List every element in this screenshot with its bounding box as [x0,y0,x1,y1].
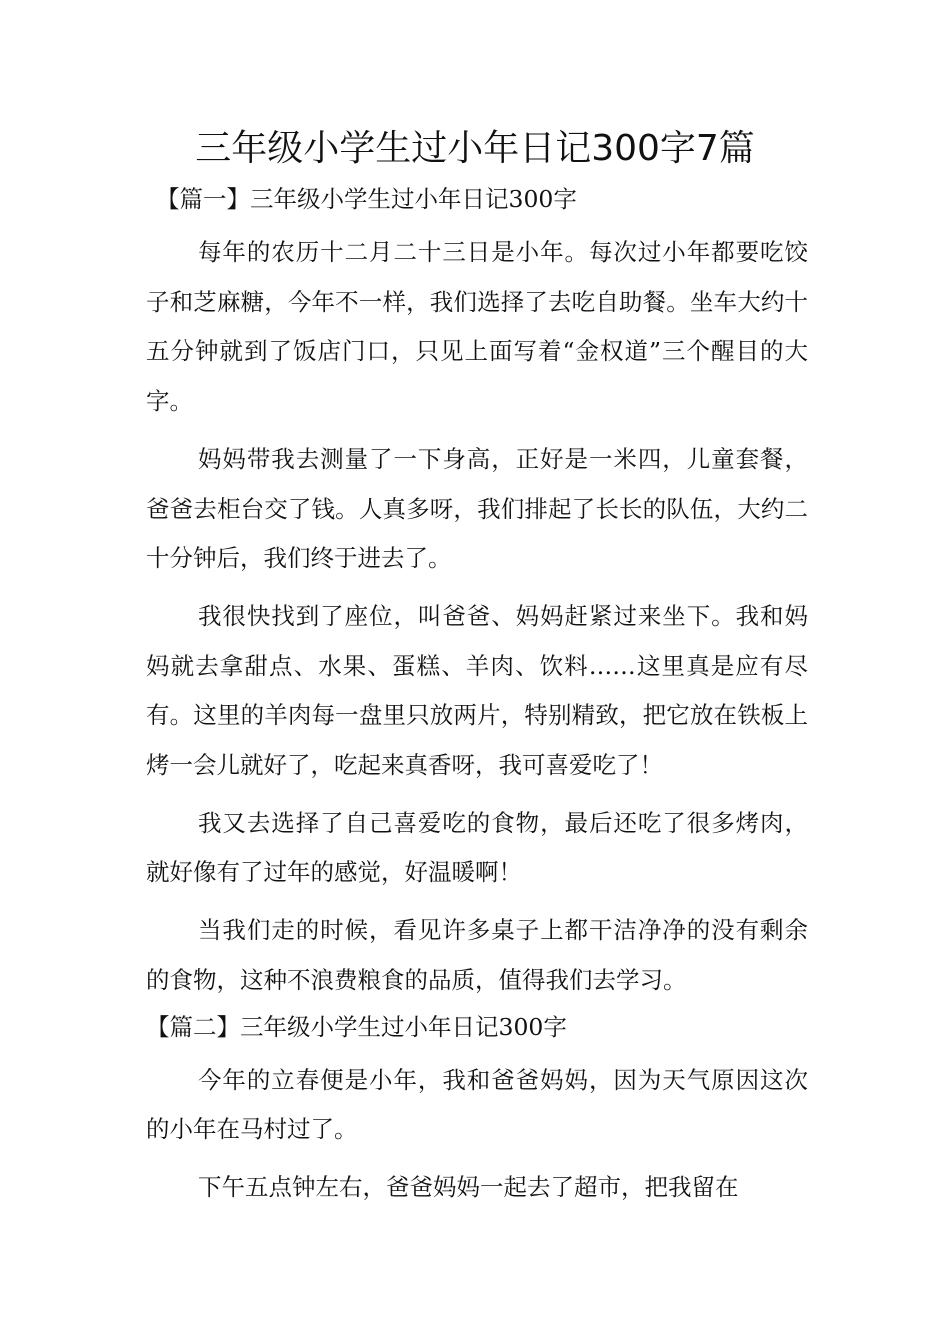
paragraph: 我又去选择了自己喜爱吃的食物，最后还吃了很多烤肉，就好像有了过年的感觉，好温暖啊！ [146,808,808,887]
paragraph: 下午五点钟左右，爸爸妈妈一起去了超市，把我留在 [198,1172,739,1201]
paragraph: 我很快找到了座位，叫爸爸、妈妈赶紧过来坐下。我和妈妈就去拿甜点、水果、蛋糕、羊肉、饮料……这里真是应有尽有。这里的羊肉每一盘里只放两片，特别精致，把它放在铁板上烤一会儿就好了，吃起来真香呀，我可喜爱吃了！ [146,601,808,780]
document-body [146,178,808,1213]
paragraph: 每年的农历十二月二十三日是小年。每次过小年都要吃饺子和芝麻糖，今年不一样，我们选择了去吃自助餐。坐车大约十五分钟就到了饭店门口，只见上面写着“金权道”三个醒目的大字。 [146,238,808,416]
paragraph: 妈妈带我去测量了一下身高，正好是一米四，儿童套餐，爸爸去柜台交了钱。人真多呀，我们排起了长长的队伍，大约二十分钟后，我们终于进去了。 [146,444,808,573]
paragraph: 今年的立春便是小年，我和爸爸妈妈，因为天气原因这次的小年在马村过了。 [146,1065,808,1144]
document-title: 三年级小学生过小年日记300字7篇 [195,128,755,169]
section-heading: 【篇一】三年级小学生过小年日记300字 [156,185,577,213]
section-heading: 【篇二】三年级小学生过小年日记300字 [146,1012,567,1041]
paragraph: 当我们走的时候，看见许多桌子上都干洁净净的没有剩余的食物，这种不浪费粮食的品质，值得我们去学习。 [146,916,808,994]
